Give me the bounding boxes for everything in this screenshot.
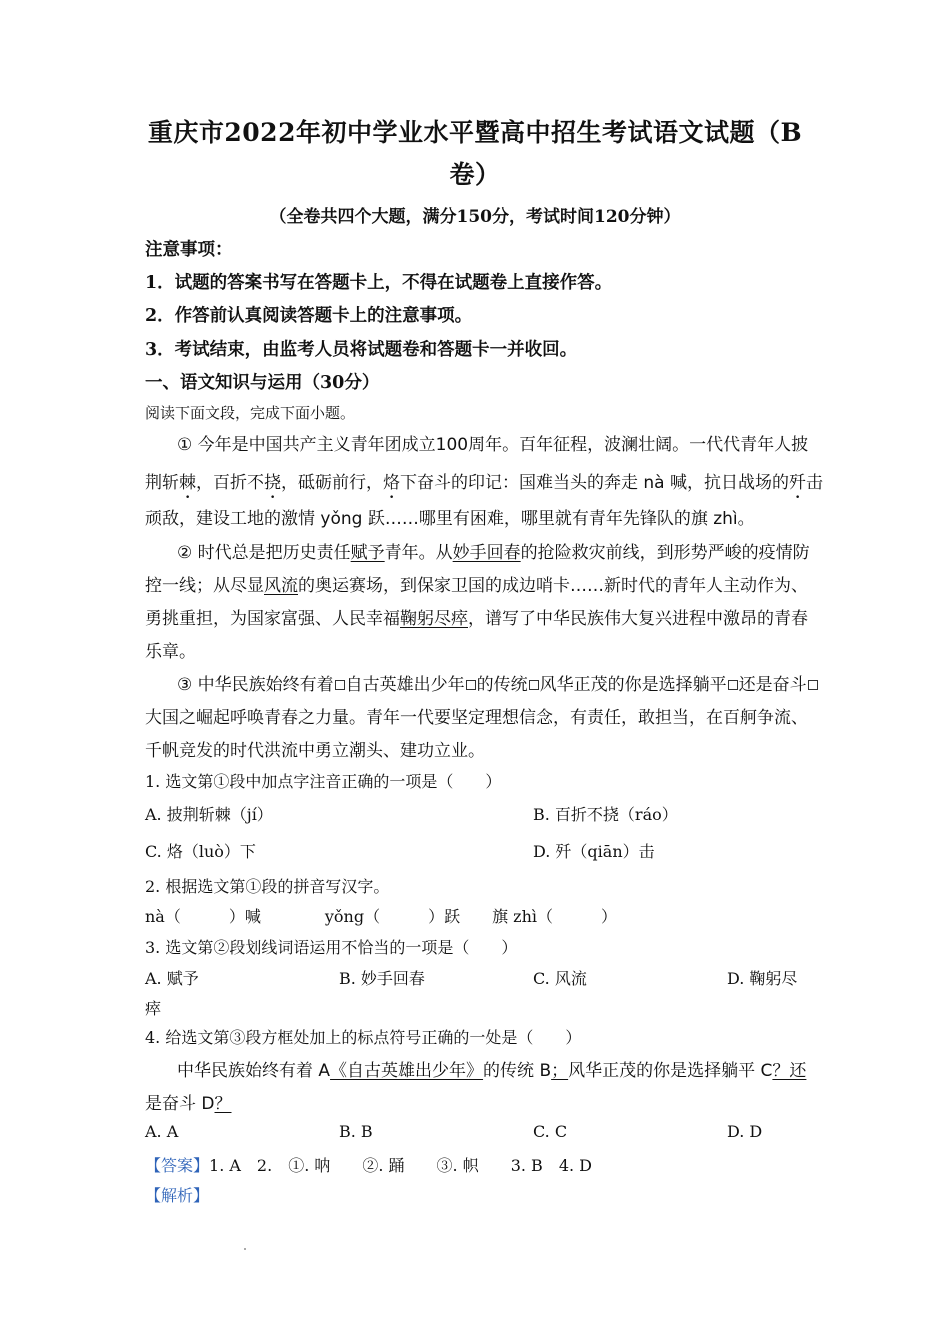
punct-option-a: 《自古英雄出少年》 bbox=[330, 1061, 484, 1081]
punct-option-b: ； bbox=[551, 1061, 569, 1081]
passage-p1-line1: ① 今年是中国共产主义青年团成立100周年。百年征程，波澜壮阔。一代代青年人披 bbox=[177, 435, 809, 455]
page-title bbox=[145, 112, 805, 196]
answer-label: 【答案】 bbox=[145, 1156, 210, 1175]
section-heading: 一、语文知识与运用（30分） bbox=[145, 373, 380, 393]
blank-box-c bbox=[529, 680, 539, 690]
text-run: ③ 中华民族始终有着 bbox=[177, 675, 334, 695]
underlined-jugong: 鞠躬尽瘁 bbox=[400, 609, 468, 629]
question-1-option-b[interactable]: B. 百折不挠（ráo） bbox=[533, 805, 678, 824]
passage-p3-line2: 大国之崛起呼唤青春之力量。青年一代要坚定理想信念，有责任，敢担当，在百舸争流、 bbox=[145, 708, 808, 728]
text-run: 中华民族始终有着 A bbox=[177, 1061, 331, 1081]
blank-box-a bbox=[335, 680, 345, 690]
question-2-stem: 2. 根据选文第①段的拼音写汉字。 bbox=[145, 877, 390, 896]
blank-box-d bbox=[728, 680, 738, 690]
question-4-option-c[interactable]: C. C bbox=[533, 1122, 568, 1141]
text-run: 的奥运赛场，到保家卫国的成边哨卡……新时代的青年人主动作为、 bbox=[298, 576, 808, 596]
question-4-sentence-line1 bbox=[177, 1056, 806, 1081]
text-run: 风华正茂的你是选择躺平 C bbox=[568, 1061, 773, 1081]
blank-box-e bbox=[808, 680, 818, 690]
text-run: 勇挑重担，为国家富强、人民幸福 bbox=[145, 609, 400, 629]
passage-p2-line1 bbox=[177, 538, 810, 563]
text-run: 的抢险救灾前线，到形势严峻的疫情防 bbox=[520, 543, 810, 563]
text-run: 下奋斗的印记：国难当头的奔走 nà 喊，抗日战场的 bbox=[400, 473, 789, 493]
passage-p3-line1 bbox=[177, 670, 819, 695]
text-run: ，谱写了中华民族伟大复兴进程中激昂的青春 bbox=[468, 609, 808, 629]
passage-p3-line3: 千帆竞发的时代洪流中勇立潮头、建功立业。 bbox=[145, 741, 485, 761]
title-line-1: 重庆市2022年初中学业水平暨高中招生考试语文试题（B bbox=[147, 118, 803, 147]
text-run: 是奋斗 D bbox=[145, 1094, 215, 1114]
text-run: 的传统 bbox=[476, 675, 528, 695]
question-3-option-d-wrap: 瘁 bbox=[145, 999, 162, 1018]
question-3-option-d[interactable]: D. 鞠躬尽 bbox=[727, 969, 798, 988]
underlined-fuyu: 赋予 bbox=[350, 543, 385, 563]
passage-p2-line2 bbox=[145, 571, 808, 596]
title-line-2: 卷） bbox=[449, 160, 501, 189]
question-2-blanks[interactable]: nà（ ）喊 yǒng（ ）跃 旗 zhì（ ） bbox=[145, 907, 618, 926]
dotted-char-lao: 烙 bbox=[383, 473, 400, 493]
question-3-option-b[interactable]: B. 妙手回春 bbox=[339, 969, 425, 988]
text-run: 风华正茂的你是选择躺平 bbox=[539, 675, 727, 695]
dotted-char-nao: 挠 bbox=[264, 473, 281, 493]
dotted-char-ji: 棘 bbox=[179, 473, 196, 493]
question-4-option-d[interactable]: D. D bbox=[727, 1122, 763, 1141]
passage-p2-line3 bbox=[145, 604, 808, 629]
dotted-char-jian: 歼 bbox=[789, 473, 806, 493]
passage-p2-line4: 乐章。 bbox=[145, 642, 196, 662]
text-run: 控一线；从尽显 bbox=[145, 576, 264, 596]
section-instruction: 阅读下面文段，完成下面小题。 bbox=[145, 404, 356, 422]
question-1-stem: 1. 选文第①段中加点字注音正确的一项是（ ） bbox=[145, 772, 502, 791]
question-4-option-b[interactable]: B. B bbox=[339, 1122, 373, 1141]
underlined-fengliu: 风流 bbox=[264, 576, 298, 596]
answer-line bbox=[145, 1153, 592, 1176]
text-run: ，百折不 bbox=[196, 473, 264, 493]
question-1-option-c[interactable]: C. 烙（luò）下 bbox=[145, 842, 256, 861]
text-run: 青年。从 bbox=[384, 543, 453, 563]
question-4-stem: 4. 给选文第③段方框处加上的标点符号正确的一处是（ ） bbox=[145, 1028, 582, 1047]
question-4-option-a[interactable]: A. A bbox=[145, 1122, 179, 1141]
question-1-option-a[interactable]: A. 披荆斩棘（jí） bbox=[145, 805, 273, 824]
notice-item-3: 3．考试结束，由监考人员将试题卷和答题卡一并收回。 bbox=[145, 340, 578, 360]
text-run: 的传统 B bbox=[483, 1061, 552, 1081]
answer-text: 1. A 2. ①. 呐 ②. 踊 ③. 帜 3. B 4. D bbox=[209, 1156, 592, 1175]
passage-p1-line2 bbox=[145, 468, 823, 503]
notice-item-1: 1．试题的答案书写在答题卡上，不得在试题卷上直接作答。 bbox=[145, 273, 613, 293]
text-run: 荆斩 bbox=[145, 473, 179, 493]
text-run: ，砥砺前行， bbox=[281, 473, 383, 493]
text-run: 自古英雄出少年 bbox=[345, 675, 465, 695]
punct-option-c: ？还 bbox=[772, 1061, 807, 1081]
notice-heading: 注意事项： bbox=[145, 240, 233, 260]
text-run: 还是奋斗 bbox=[738, 675, 807, 695]
exam-subtitle: （全卷共四个大题，满分150分，考试时间120分钟） bbox=[269, 207, 681, 227]
analysis-label: 【解析】 bbox=[145, 1186, 210, 1205]
page-mark bbox=[244, 1248, 246, 1250]
question-1-option-d[interactable]: D. 歼（qiān）击 bbox=[533, 842, 655, 861]
underlined-miaoshou: 妙手回春 bbox=[452, 543, 521, 563]
question-3-option-c[interactable]: C. 风流 bbox=[533, 969, 587, 988]
question-3-stem: 3. 选文第②段划线词语运用不恰当的一项是（ ） bbox=[145, 938, 518, 957]
blank-box-b bbox=[466, 680, 476, 690]
text-run: ② 时代总是把历史责任 bbox=[177, 543, 351, 563]
question-4-sentence-line2 bbox=[145, 1089, 232, 1114]
question-3-option-a[interactable]: A. 赋予 bbox=[145, 969, 199, 988]
text-run: 击 bbox=[806, 473, 823, 493]
passage-p1-line3: 顽敌，建设工地的激情 yǒng 跃……哪里有困难，哪里就有青年先锋队的旗 zhì。 bbox=[145, 509, 755, 529]
notice-item-2: 2．作答前认真阅读答题卡上的注意事项。 bbox=[145, 306, 473, 326]
punct-option-d: ？ bbox=[214, 1094, 232, 1114]
